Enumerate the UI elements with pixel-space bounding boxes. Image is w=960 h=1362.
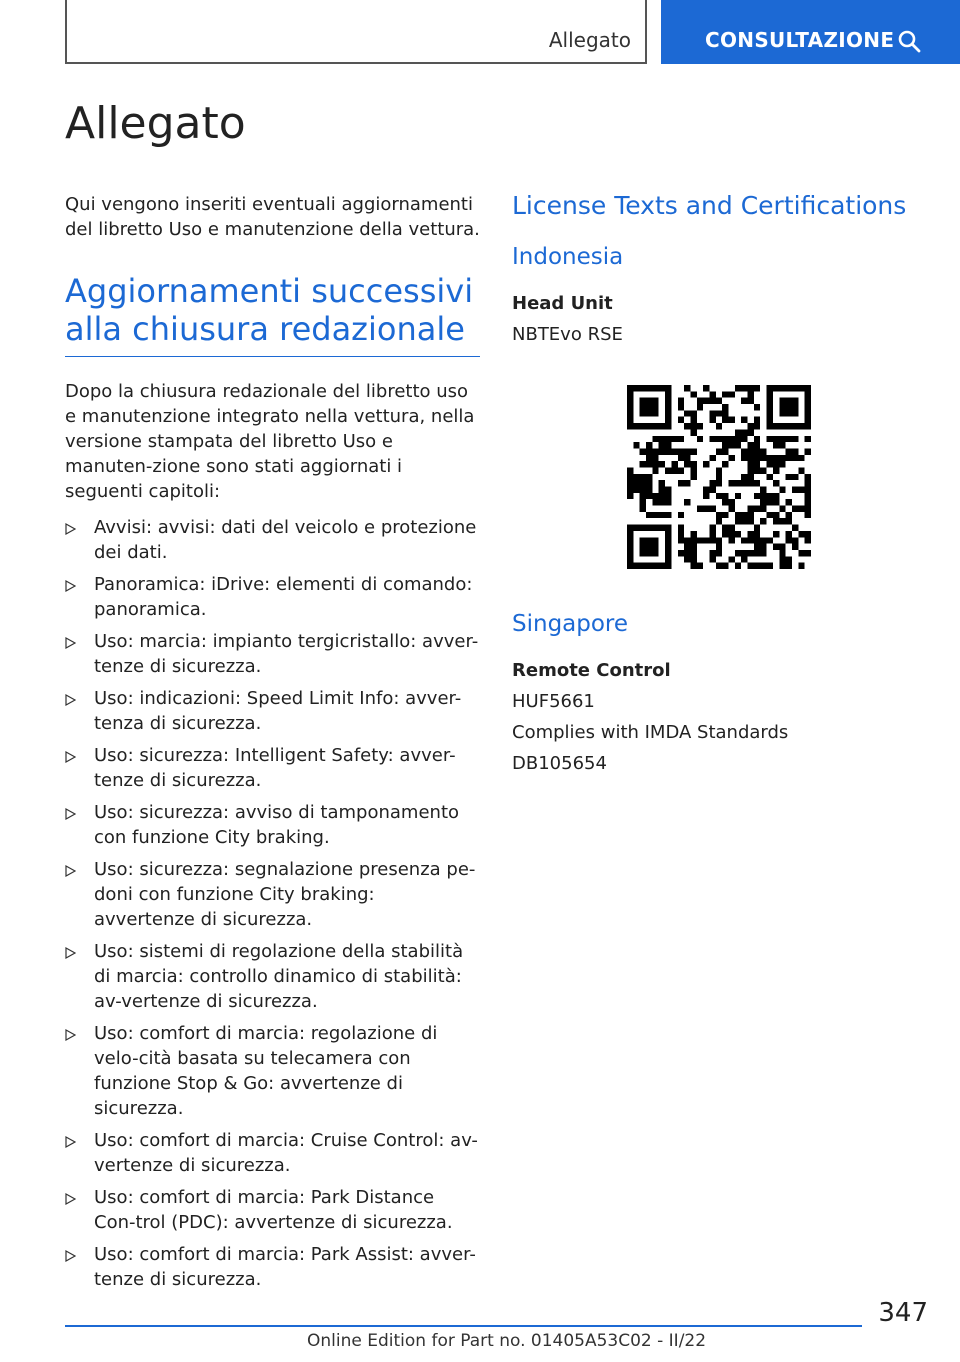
remote-control-label: Remote Control (512, 660, 671, 681)
head-unit-label: Head Unit (512, 293, 613, 314)
header-section-title: Allegato (548, 28, 631, 52)
list-item-text: Uso: comfort di marcia: Cruise Control: av-vertenze di sicurezza. (94, 1130, 478, 1176)
list-item (65, 515, 480, 565)
triangle-right-icon (65, 808, 76, 820)
remote-control-line: HUF5661 (512, 691, 595, 712)
footer-edition: Online Edition for Part no. 01405A53C02 - II/22 (303, 1331, 710, 1351)
list-item (65, 743, 480, 793)
db-number-line: DB105654 (512, 753, 607, 774)
header-section-box (65, 0, 647, 64)
list-item-text: Uso: comfort di marcia: regolazione di velo-cità basata su telecamera con funzione Stop & Go: avvertenze di sicurezza. (94, 1023, 438, 1119)
list-item-text: Uso: sistemi di regolazione della stabilità di marcia: controllo dinamico di stabilità: av-vertenze di sicurezza. (94, 941, 464, 1012)
triangle-right-icon (65, 580, 76, 592)
qr-code (627, 385, 811, 569)
left-column (65, 192, 480, 1299)
triangle-right-icon (65, 1250, 76, 1262)
list-item-text: Uso: comfort di marcia: Park Distance Con-trol (PDC): avvertenze di sicurezza. (94, 1187, 453, 1233)
tab-consultazione[interactable] (661, 0, 960, 64)
tab-consultazione-label: CONSULTAZIONE (705, 28, 895, 52)
license-heading: License Texts and Certifications (512, 191, 907, 220)
list-item (65, 1021, 480, 1121)
list-item-text: Panoramica: iDrive: elementi di comando: panoramica. (94, 574, 473, 620)
updates-heading: Aggiornamenti successivi alla chiusura redazionale (65, 272, 480, 357)
list-item (65, 1185, 480, 1235)
head-unit-value: NBTEvo RSE (512, 324, 623, 345)
triangle-right-icon (65, 523, 76, 535)
updates-list (65, 515, 480, 1292)
page-title: Allegato (65, 98, 246, 149)
intro-paragraph: Qui vengono inseriti eventuali aggiornamenti del libretto Uso e manutenzione della vettura. (65, 194, 480, 240)
list-item (65, 800, 480, 850)
updates-paragraph: Dopo la chiusura redazionale del libretto uso e manutenzione integrato nella vettura, nella versione stampata del libretto Uso e manuten-zione sono stati aggiornati i seguenti capitoli: (65, 381, 475, 502)
list-item (65, 629, 480, 679)
list-item (65, 1242, 480, 1292)
triangle-right-icon (65, 694, 76, 706)
imda-line: Complies with IMDA Standards (512, 722, 789, 743)
triangle-right-icon (65, 637, 76, 649)
list-item-text: Avvisi: avvisi: dati del veicolo e protezione dei dati. (94, 517, 477, 563)
singapore-heading: Singapore (512, 611, 629, 637)
list-item-text: Uso: sicurezza: segnalazione presenza pe-doni con funzione City braking: avvertenze di sicurezza. (94, 859, 476, 930)
list-item (65, 939, 480, 1014)
list-item-text: Uso: sicurezza: Intelligent Safety: avver-tenze di sicurezza. (94, 745, 456, 791)
page-number: 347 (878, 1298, 928, 1328)
list-item-text: Uso: marcia: impianto tergicristallo: avver-tenze di sicurezza. (94, 631, 479, 677)
list-item (65, 572, 480, 622)
triangle-right-icon (65, 1136, 76, 1148)
footer-rule (65, 1325, 862, 1327)
list-item (65, 686, 480, 736)
list-item (65, 857, 480, 932)
triangle-right-icon (65, 751, 76, 763)
list-item-text: Uso: sicurezza: avviso di tamponamento con funzione City braking. (94, 802, 460, 848)
list-item-text: Uso: comfort di marcia: Park Assist: avver-tenze di sicurezza. (94, 1244, 476, 1290)
triangle-right-icon (65, 947, 76, 959)
list-item-text: Uso: indicazioni: Speed Limit Info: avver-tenza di sicurezza. (94, 688, 462, 734)
indonesia-heading: Indonesia (512, 244, 624, 270)
right-column (512, 190, 912, 776)
triangle-right-icon (65, 1029, 76, 1041)
triangle-right-icon (65, 865, 76, 877)
list-item (65, 1128, 480, 1178)
triangle-right-icon (65, 1193, 76, 1205)
search-icon[interactable] (897, 29, 921, 53)
